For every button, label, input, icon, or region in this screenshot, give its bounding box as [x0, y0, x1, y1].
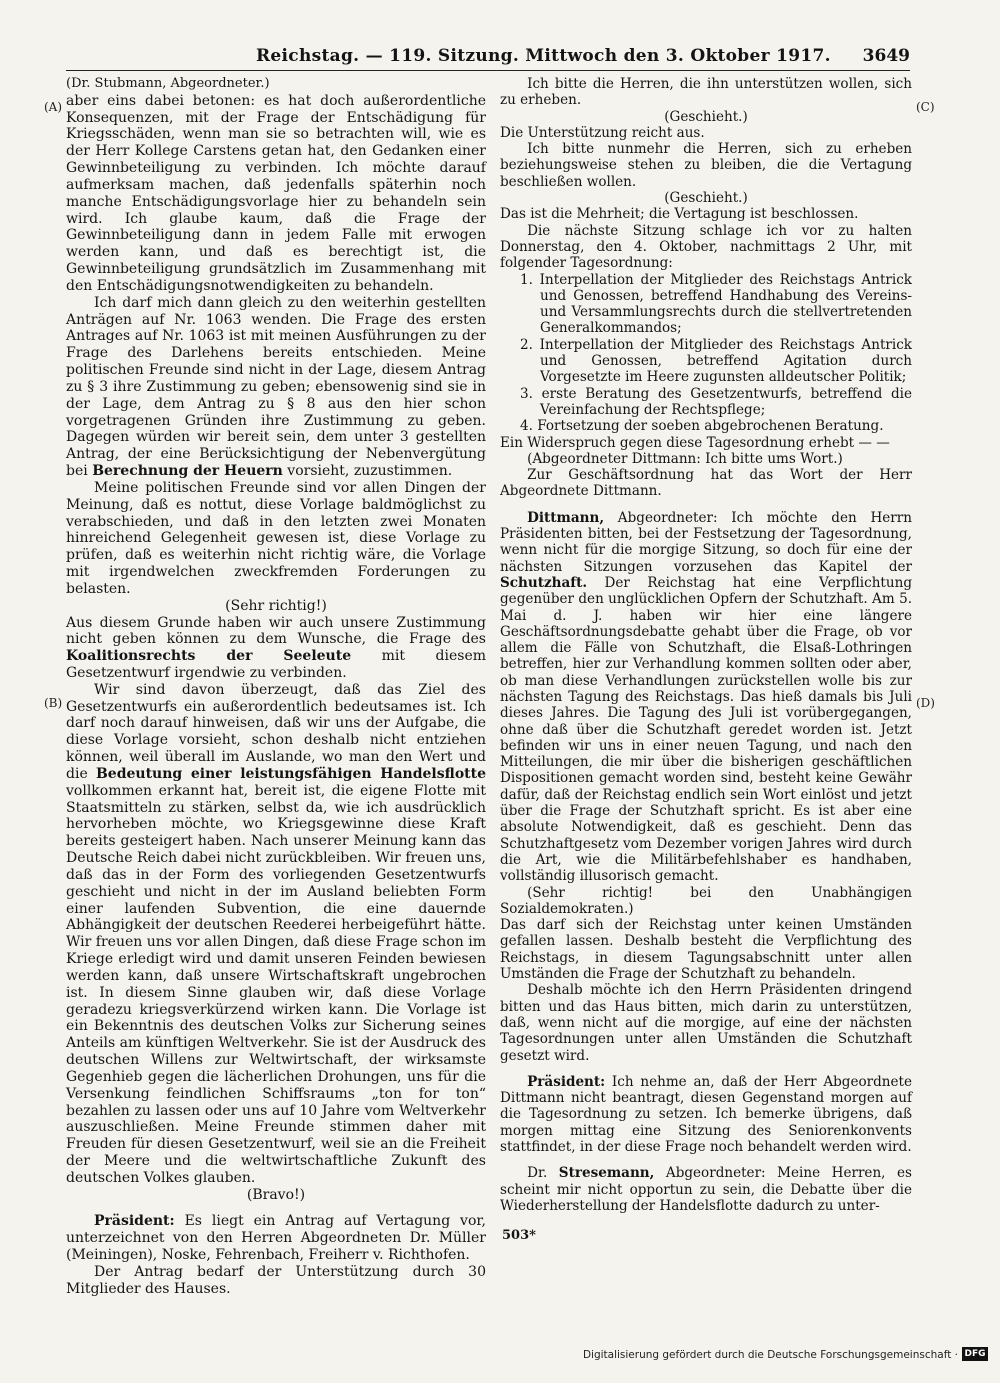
agenda-item: 4. Fortsetzung der soeben abgebrochenen Beratung. — [520, 418, 884, 435]
text-run: Aus diesem Grunde haben wir auch unsere Zustimmung nicht geben können zu dem Wunsche, die Frage des — [66, 614, 486, 648]
paragraph — [500, 1165, 912, 1214]
agenda-item: 1. Interpellation der Mitglieder des Reichstags Antrick und Genossen, betreffend Handhabung des Vereins- und Versammlungsrechts durch die stellvertretenden Generalkommandos; — [520, 271, 912, 337]
paragraph — [500, 510, 912, 885]
paragraph: Das darf sich der Reichstag unter keinen Umständen gefallen lassen. Deshalb besteht die Verpflichtung des Reichstags, in diesem Tagungsabschnitt unter allen Umständen die Frage der Schutzhaft zu behandeln. — [500, 917, 912, 983]
agenda-item: 3. erste Beratung des Gesetzentwurfs, betreffend die Vereinfachung der Rechtspflege; — [520, 385, 912, 418]
paragraph: Zur Geschäftsordnung hat das Wort der Herr Abgeordnete Dittmann. — [500, 467, 912, 500]
paragraph: Meine politischen Freunde sind vor allen Dingen der Meinung, daß es nottut, diese Vorlage baldmöglichst zu verabschieden, und daß in den letzten zwei Monaten hinreichend Gelegenheit gewesen ist, diese Vorlage zu prüfen, daß es weiterhin nicht richtig wäre, die Vorlage mit irgendwelchen zweckfremden Forderungen zu belasten. — [66, 479, 486, 597]
dfg-logo: DFG — [962, 1347, 988, 1361]
paragraph — [66, 682, 486, 1187]
emphasis-handelsflotte: Bedeutung einer leistungsfähigen Handelsflotte — [95, 765, 486, 782]
interjection: (Sehr richtig! bei den Unabhängigen Sozialdemokraten.) — [500, 884, 912, 917]
interjection: (Sehr richtig!) — [225, 597, 327, 614]
paragraph: Ich bitte die Herren, die ihn unterstützen wollen, sich zu erheben. — [500, 76, 912, 109]
agenda-item: 2. Interpellation der Mitglieder des Reichstags Antrick und Genossen, betreffend Agitation durch Vorgesetzte im Heere zugunsten alldeutscher Politik; — [520, 336, 912, 386]
margin-mark-c: (C) — [916, 100, 935, 114]
margin-mark-d: (D) — [916, 696, 935, 710]
running-header — [66, 46, 910, 71]
footer-text: Digitalisierung gefördert durch die Deutsche Forschungsgemeinschaft · — [582, 1349, 958, 1361]
text-run: Abgeordneter: Ich möchte den Herrn Präsidenten bitten, bei der Festsetzung der Tagesordnung, wenn nicht für die morgige Sitzung, so doch für eine der nächsten Sitzungen vorzusehen das Kapitel der — [500, 509, 912, 575]
text-run: Abgeordneter: Meine Herren, es scheint mir nicht opportun zu sein, die Debatte über die Wiederherstellung der Handelsflotte dadurch zu unter- — [500, 1165, 912, 1214]
speaker-name: Präsident: — [94, 1213, 175, 1230]
paragraph: Die Unterstützung reicht aus. — [500, 124, 705, 141]
paragraph — [66, 1213, 486, 1263]
paragraph: Die nächste Sitzung schlage ich vor zu halten Donnerstag, den 4. Oktober, nachmittags 2 Uhr, mit folgender Tagesordnung: — [500, 222, 912, 272]
speaker-name: Dittmann, — [527, 509, 605, 526]
margin-mark-b: (B) — [44, 696, 63, 710]
running-title: Reichstag. — 119. Sitzung. Mittwoch den 3. Oktober 1917. — [256, 46, 831, 66]
interjection: (Geschieht.) — [664, 108, 748, 125]
margin-mark-a: (A) — [44, 100, 63, 114]
text-run: Der Reichstag hat eine Verpflichtung gegenüber den unglücklichen Opfern der Schutzhaft. Am 5. Mai d. J. haben wir hier eine längere Geschäftsordnungsdebatte gehabt über die Frage, ob vor allem die Fälle von Schutzhaft, die Elsaß-Lothringen betreffen, hier zur Verhandlung kommen sollten oder aber, ob man diese Verhandlungen zurückstellen wolle bis zur nächsten Tagung des Reichstags. Das hieß damals bis Juli dieses Jahres. Die Tagung des Juli ist vorübergegangen, ohne daß über die Schutzhaft geredet worden ist. Jetzt befinden wir uns in einer neuen Tagung, und nach den Mitteilungen, die mir über die bisherigen geschäftlichen Dispositionen gemacht worden sind, besteht keine Gewähr dafür, daß der Reichstag endlich sein Wort einlöst und jetzt über die Frage der Schutzhaft spricht. Es ist aber eine absolute Notwendigkeit, daß es geschieht. Denn das Schutzhaftgesetz vom Dezember vorigen Jahres wird durch die Art, wie die Militärbefehlshaber es handhaben, vollständig illusorisch gemacht. — [500, 574, 912, 885]
paragraph: Deshalb möchte ich den Herrn Präsidenten dringend bitten und das Haus bitten, mich darin zu unterstützen, daß, wenn nicht auf die morgige, auf eine der nächsten Tagesordnungen unter allen Umständen die Schutzhaft gesetzt wird. — [500, 982, 912, 1064]
footer — [0, 1345, 1000, 1365]
emphasis-heuern: Berechnung der Heuern — [92, 463, 283, 480]
text-run: Ich nehme an, daß der Herr Abgeordnete Dittmann nicht beantragt, diesen Gegenstand morgen auf die Tagesordnung zu setzen. Ich bemerke übrigens, daß morgen mittag eine Sitzung des Seniorenkonvents stattfindet, in der diese Frage noch behandelt werden wird. — [500, 1073, 912, 1155]
text-run: Es liegt ein Antrag auf Vertagung vor, unterzeichnet von den Herren Abgeordneten Dr. Müller (Meiningen), Noske, Fehrenbach, Freiherr v. Richthofen. — [66, 1213, 486, 1264]
paragraph: Das ist die Mehrheit; die Vertagung ist beschlossen. — [500, 206, 859, 223]
interjection: (Bravo!) — [246, 1186, 306, 1203]
left-column — [66, 76, 486, 1298]
paragraph — [66, 615, 486, 682]
text-run: vorsieht, zuzustimmen. — [282, 463, 453, 480]
interjection: (Abgeordneter Dittmann: Ich bitte ums Wort.) — [527, 450, 843, 467]
speaker-tag: (Dr. Stubmann, Abgeordneter.) — [66, 76, 270, 91]
paragraph: Der Antrag bedarf der Unterstützung durch 30 Mitglieder des Hauses. — [66, 1263, 486, 1297]
paragraph: Ein Widerspruch gegen diese Tagesordnung erhebt — — — [500, 434, 890, 451]
signature-mark: 503* — [502, 1228, 536, 1243]
text-run: Wir sind davon überzeugt, daß das Ziel des Gesetzentwurfs ein außerordentlich bedeutsames ist. Ich darf noch darauf hinweisen, daß wir uns der Aufgabe, die diese Vorlage vorsieht, schon deshalb nicht entziehen können, weil überall im Auslande, wo man den Wert und die — [66, 681, 486, 782]
emphasis-koalitionsrecht: Koalitionsrechts der Seeleute — [66, 648, 352, 665]
text-run: mit diesem Gesetzentwurf irgendwie zu verbinden. — [66, 648, 487, 681]
text-run: vollkommen erkannt hat, bereit ist, die eigene Flotte mit Staatsmitteln zu stärken, selbst da, wie ich ausdrücklich hervorheben möchte, wo Kriegsgewinne diese Kraft bereits gesteigert haben. Nach unserer Meinung kann das Deutsche Reich dabei nicht zurückbleiben. Wir freuen uns, daß das in der Form des vorliegenden Gesetzentwurfs geschieht und nicht in der im Ausland beliebten Form einer laufenden Subvention, die eine dauernde Abhängigkeit der deutschen Reederei herbeigeführt hätte. Wir freuen uns vor allen Dingen, daß diese Frage schon im Kriege erledigt wird und damit unseren Feinden bewiesen werden kann, daß unsere Wirtschaftskraft ungebrochen ist. In diesem Sinne glauben wir, daß diese Vorlage geradezu kriegsverkürzend wirken kann. Die Vorlage ist ein Bekenntnis des deutschen Volks zur Sicherung seines Anteils am künftigen Weltverkehr. Sie ist der Ausdruck des deutschen Willens zur Weltwirtschaft, der wirksamste Gegenhieb gegen die lächerlichen Drohungen, uns für die Versenkung feindlichen Schiffsraums „ton for ton“ bezahlen zu lassen oder uns auf 10 Jahre vom Weltverkehr auszuschließen. Meine Freunde stimmen daher mit Freuden für diesen Gesetzentwurf, weil sie an die Freiheit der Meere und die weltwirtschaftliche Zukunft des deutschen Volkes glauben. — [66, 782, 486, 1186]
paragraph — [66, 295, 486, 480]
page-number: 3649 — [862, 46, 910, 66]
text-run: Ich darf mich dann gleich zu den weiterhin gestellten Anträgen auf Nr. 1063 wenden. Die Frage des ersten Antrages auf Nr. 1063 ist mit meinen Ausführungen zu der Frage des Darlehens bereits entschieden. Meine politischen Freunde sind nicht in der Lage, diesem Antrag zu § 3 ihre Zustimmung zu geben; ebensowenig sind sie in der Lage, dem Antrag zu § 8 aus den hier schon vorgetragenen Gründen ihre Zustimmung zu geben. Dagegen würden wir bereit sein, dem unter 3 gestellten Antrag, der eine Berücksichtigung der Nebenvergütung bei — [66, 294, 486, 480]
speaker-name: Stresemann, — [558, 1165, 655, 1182]
text-run: Dr. — [527, 1165, 559, 1182]
interjection: (Geschieht.) — [664, 190, 748, 207]
paragraph: Ich bitte nunmehr die Herren, sich zu erheben beziehungsweise stehen zu bleiben, die die Vertagung beschließen wollen. — [500, 141, 912, 190]
paragraph — [500, 1074, 912, 1155]
speaker-name: Präsident: — [527, 1073, 606, 1090]
emphasis-schutzhaft: Schutzhaft. — [500, 574, 588, 591]
right-column — [500, 76, 912, 1214]
paragraph: aber eins dabei betonen: es hat doch außerordentliche Konsequenzen, mit der Frage der Entschädigung für Kriegsschäden, wenn man sie so betrachten will, wie es der Herr Kollege Carstens getan hat, den Gedanken einer Gewinnbeteiligung zu verbinden. Ich möchte darauf aufmerksam machen, daß jedenfalls späterhin noch manche Entschädigungsvorlage hier zu behandeln sein wird. Ich glaube kaum, daß die Frage der Gewinnbeteiligung dann in jedem Falle mit erwogen werden kann, und daß es berechtigt ist, die Gewinnbeteiligung grundsätzlich im Zusammenhang mit den Entschädigungsnotwendigkeiten zu behandeln. — [66, 92, 486, 294]
